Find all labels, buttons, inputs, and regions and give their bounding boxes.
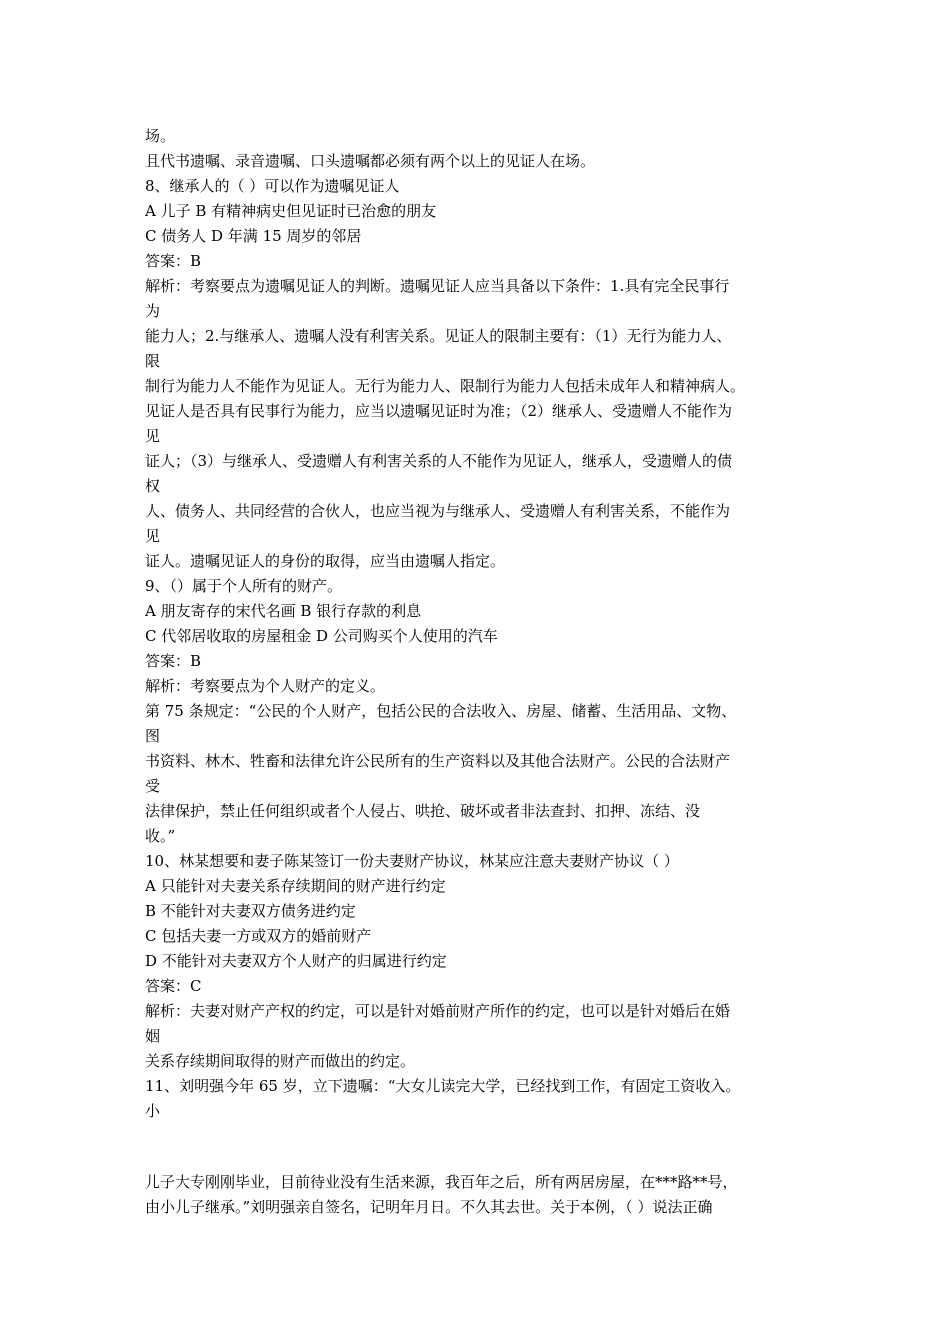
text-line: 见 [145,527,161,545]
question-11-stem: 由小儿子继承。”刘明强亲自签名，记明年月日。不久其去世。关于本例，（ ）说法正确 [145,1198,713,1216]
question-8-explanation-line: 制行为能力人不能作为见证人。无行为能力人、限制行为能力人包括未成年人和精神病人。 [145,377,746,395]
text-line: 限 [145,352,161,370]
text-line: 小 [145,1102,161,1120]
text-line: 图 [145,727,161,745]
question-10-option-c: C 包括夫妻一方或双方的婚前财产 [145,927,372,945]
question-8-explanation-line: 证人。遗嘱见证人的身份的取得，应当由遗嘱人指定。 [145,552,506,570]
question-10-option-a: A 只能针对夫妻关系存续期间的财产进行约定 [145,877,446,895]
text-line: 收。” [145,827,176,845]
question-10-stem: 10、林某想要和妻子陈某签订一份夫妻财产协议，林某应注意夫妻财产协议（ ） [145,852,679,870]
question-10-option-d: D 不能针对夫妻双方个人财产的归属进行约定 [145,952,447,970]
question-9-explanation-line: 第 75 条规定：“公民的个人财产，包括公民的合法收入、房屋、储蓄、生活用品、文物、 [145,702,737,720]
question-8-explanation-line: 能力人；2.与继承人、遗嘱人没有利害关系。见证人的限制主要有：（1）无行为能力人、 [145,327,732,345]
question-8-options-ab: A 儿子 B 有精神病史但见证时已治愈的朋友 [145,202,437,220]
question-8-answer: 答案：B [145,252,202,270]
text-line: 姻 [145,1027,161,1045]
question-9-answer: 答案：B [145,652,202,670]
question-10-option-b: B 不能针对夫妻双方债务进约定 [145,902,356,920]
text-line: 受 [145,777,161,795]
question-8-explanation-line: 人、债务人、共同经营的合伙人，也应当视为与继承人、受遗赠人有利害关系，不能作为 [145,502,731,520]
question-8-explanation-line: 证人；（3）与继承人、受遗赠人有利害关系的人不能作为见证人，继承人，受遗赠人的债 [145,452,733,470]
question-9-explanation-line: 法律保护，禁止任何组织或者个人侵占、哄抢、破坏或者非法查封、扣押、冻结、没 [145,802,701,820]
text-line: 权 [145,477,161,495]
question-11-stem: 11、刘明强今年 65 岁，立下遗嘱：“大女儿读完大学，已经找到工作，有固定工资收入。 [145,1077,741,1095]
question-9-options-ab: A 朋友寄存的宋代名画 B 银行存款的利息 [145,602,422,620]
text-line: 场。 [145,127,176,145]
text-line: 为 [145,302,161,320]
question-8-explanation-line: 解析：考察要点为遗嘱见证人的判断。遗嘱见证人应当具备以下条件：1.具有完全民事行 [145,277,730,295]
text-line: 见 [145,427,161,445]
question-8-options-cd: C 债务人 D 年满 15 周岁的邻居 [145,227,362,245]
question-9-explanation-line: 解析：考察要点为个人财产的定义。 [145,677,386,695]
question-11-stem: 儿子大专刚刚毕业，目前待业没有生活来源，我百年之后，所有两居房屋，在***路**号， [145,1173,738,1191]
question-10-explanation-line: 解析：夫妻对财产产权的约定，可以是针对婚前财产所作的约定，也可以是针对婚后在婚 [145,1002,731,1020]
question-10-explanation-line: 关系存续期间取得的财产而做出的约定。 [145,1052,416,1070]
question-8-explanation-line: 见证人是否具有民事行为能力，应当以遗嘱见证时为准；（2）继承人、受遗赠人不能作为 [145,402,733,420]
question-10-answer: 答案：C [145,977,202,995]
text-line: 且代书遗嘱、录音遗嘱、口头遗嘱都必须有两个以上的见证人在场。 [145,152,596,170]
question-8-stem: 8、继承人的（ ）可以作为遗嘱见证人 [145,177,400,195]
question-9-stem: 9、（）属于个人所有的财产。 [145,577,343,595]
question-9-options-cd: C 代邻居收取的房屋租金 D 公司购买个人使用的汽车 [145,627,498,645]
question-9-explanation-line: 书资料、林木、牲畜和法律允许公民所有的生产资料以及其他合法财产。公民的合法财产 [145,752,731,770]
